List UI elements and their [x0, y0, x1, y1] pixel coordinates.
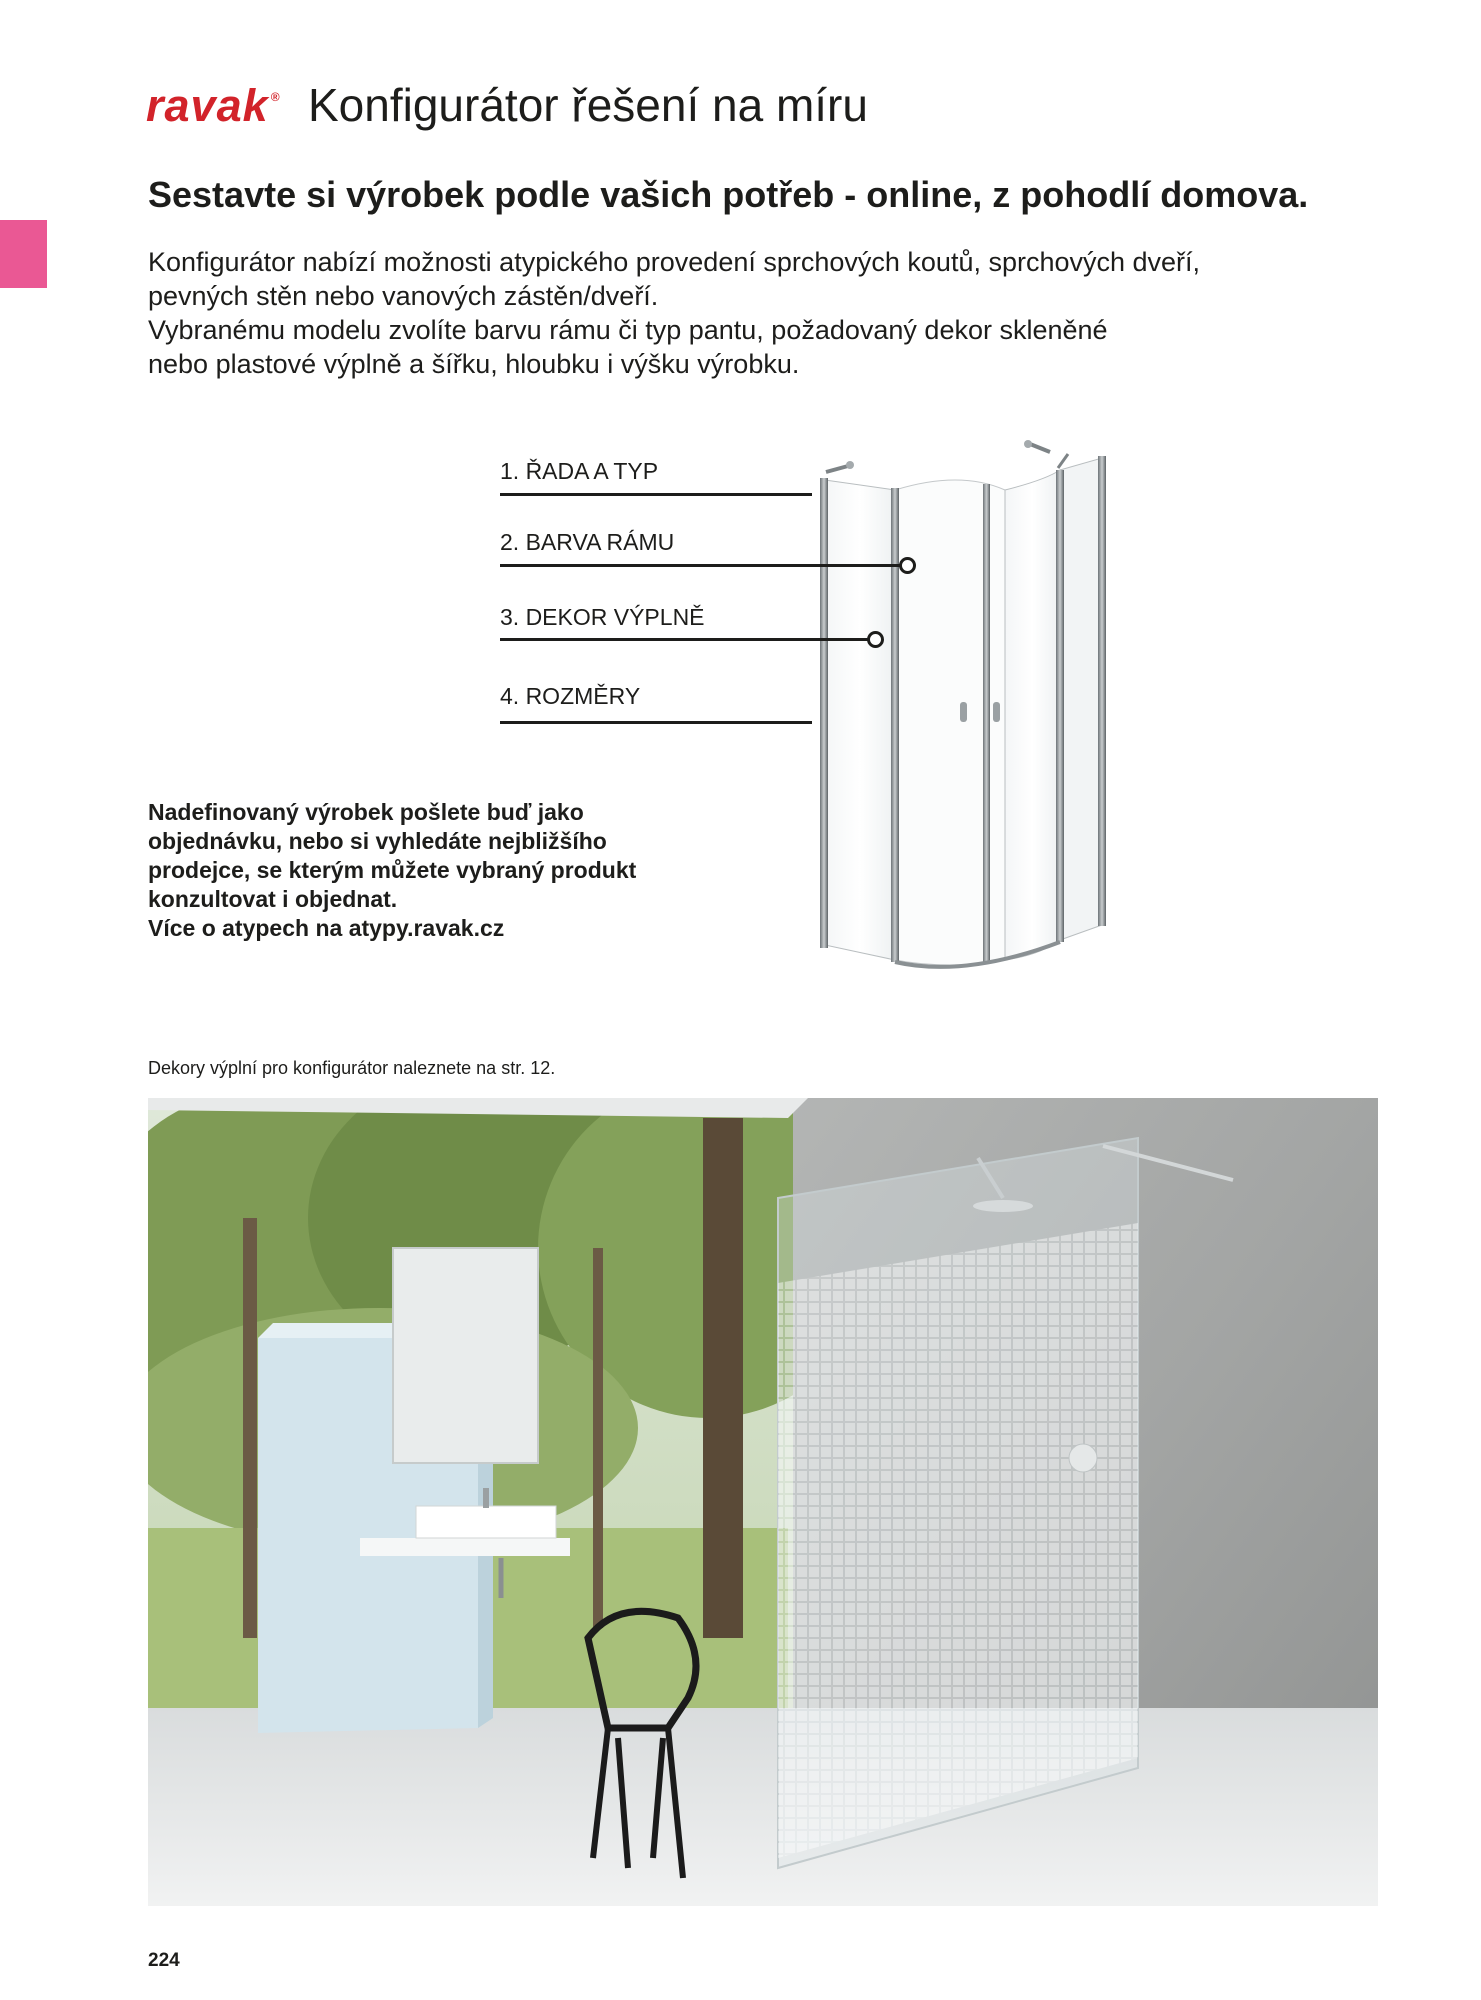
circle-pointer-icon: [899, 557, 916, 574]
step-series-type: 1. ŘADA A TYP: [500, 458, 659, 484]
page-number: 224: [148, 1950, 180, 1971]
note-line: konzultovat i objednat.: [148, 886, 398, 912]
note-line: prodejce, se kterým můžete vybraný produkt: [148, 857, 637, 883]
bathroom-scene-illustration: [148, 1098, 1378, 1906]
step-dimensions: 4. ROZMĚRY: [500, 683, 641, 709]
headline: Sestavte si výrobek podle vašich potřeb - online, z pohodlí domova.: [148, 174, 1309, 215]
intro-line: nebo plastové výplně a šířku, hloubku i výšku výrobku.: [148, 349, 800, 379]
order-note: [148, 798, 708, 943]
step-dimensions-line: [500, 721, 812, 724]
intro-line: Konfigurátor nabízí možnosti atypického provedení sprchových koutů, sprchových dveří,: [148, 247, 1201, 277]
page-title: Konfigurátor řešení na míru: [308, 79, 868, 131]
registered-mark: ®: [270, 90, 281, 104]
step-frame-color: 2. BARVA RÁMU: [500, 529, 675, 555]
step-fill-decor: 3. DEKOR VÝPLNĚ: [500, 604, 705, 630]
intro-line: pevných stěn nebo vanových zástěn/dveří.: [148, 281, 659, 311]
note-line: Nadefinovaný výrobek pošlete buď jako: [148, 799, 584, 825]
section-tab-marker: [0, 220, 47, 288]
decor-caption: Dekory výplní pro konfigurátor naleznete na str. 12.: [148, 1058, 556, 1078]
brand-logo: [146, 80, 280, 132]
brand-logo-text: ravak: [146, 80, 269, 131]
intro-paragraph: [148, 245, 1338, 381]
shower-enclosure-illustration: [790, 440, 1120, 980]
intro-line: Vybranému modelu zvolíte barvu rámu či typ pantu, požadovaný dekor skleněné: [148, 315, 1108, 345]
step-series-type-line: [500, 493, 812, 496]
step-fill-decor-line: [500, 638, 868, 641]
note-line-website: Více o atypech na atypy.ravak.cz: [148, 915, 505, 941]
note-line: objednávku, nebo si vyhledáte nejbližšího: [148, 828, 607, 854]
circle-pointer-icon: [867, 631, 884, 648]
step-frame-color-line: [500, 564, 900, 567]
bathroom-photo: [148, 1098, 1378, 1906]
